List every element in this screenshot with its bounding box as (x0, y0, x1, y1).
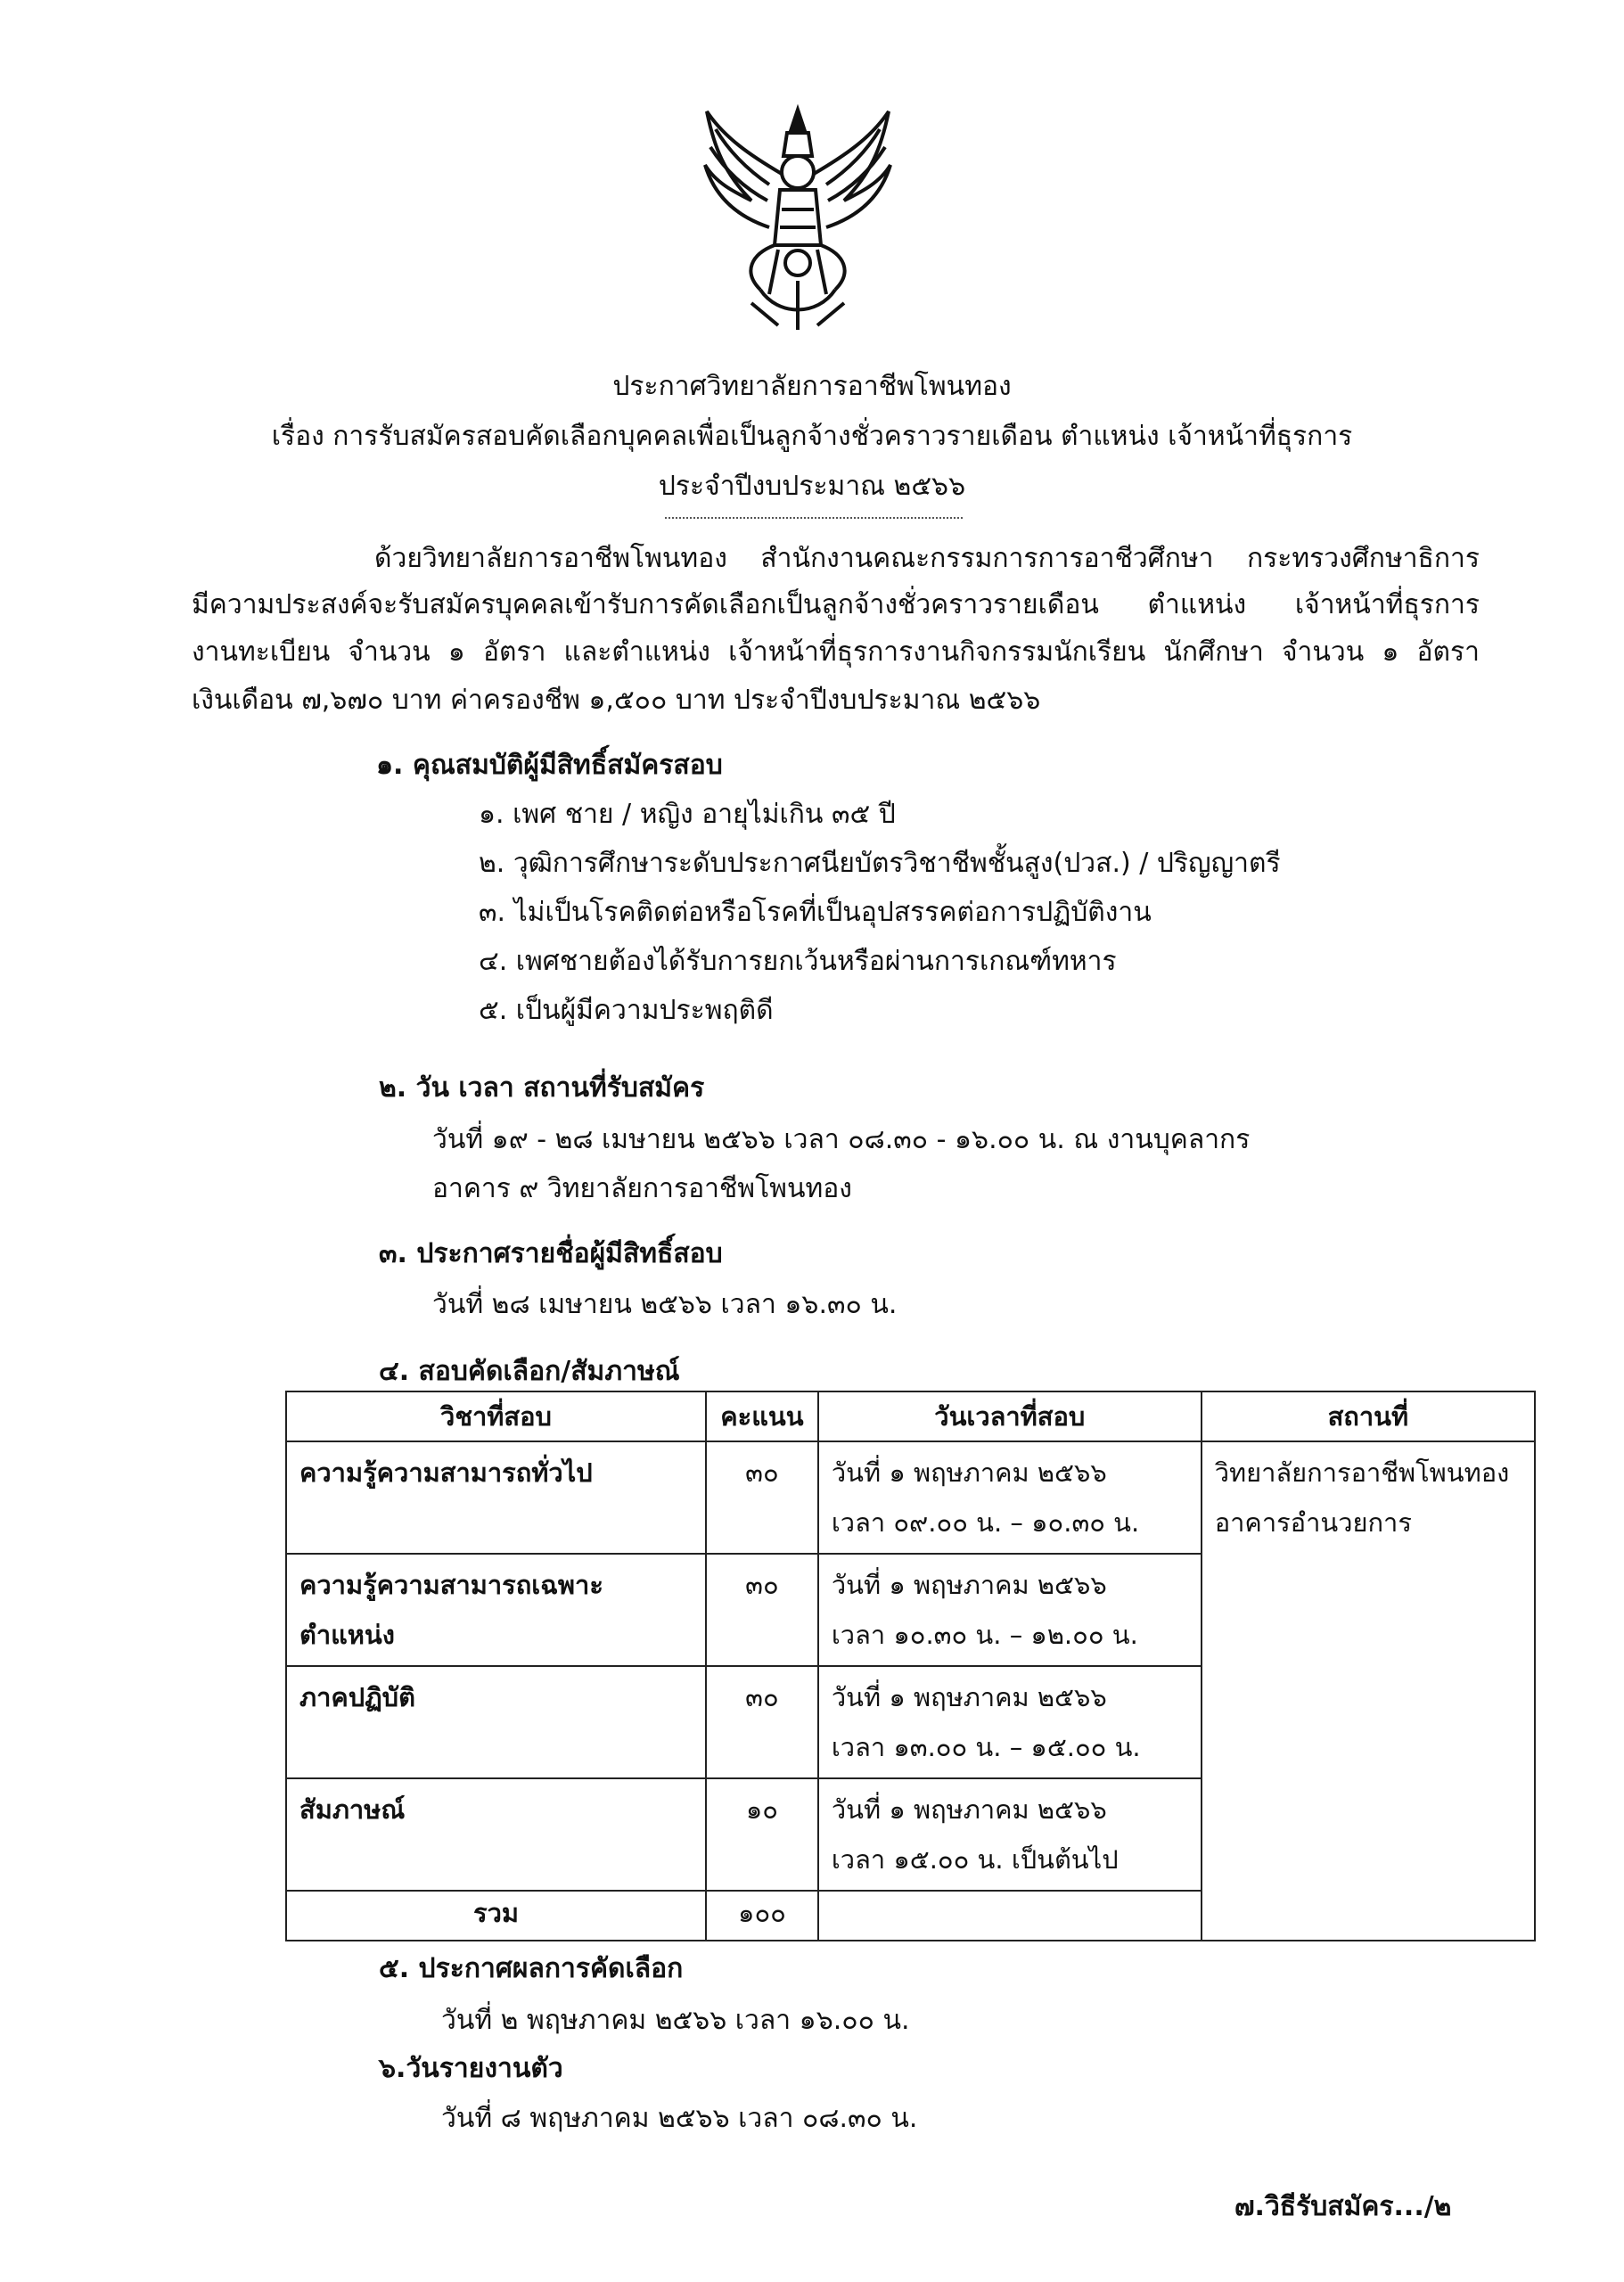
exam-subject: ความรู้ความสามารถเฉพาะตำแหน่ง (286, 1554, 706, 1666)
column-header: คะแนน (706, 1391, 818, 1441)
intro-line-1: ด้วยวิทยาลัยการอาชีพโพนทอง สำนักงานคณะกรรมการการอาชีวศึกษา กระทรวงศึกษาธิการ (374, 543, 1480, 574)
qualification-item: ๓. ไม่เป็นโรคติดต่อหรือโรคที่เป็นอุปสรรคต่อการปฏิบัติงาน (479, 897, 1152, 928)
exam-time: เวลา ๑๓.๐๐ น. – ๑๕.๐๐ น. (831, 1732, 1141, 1762)
column-header: วิชาที่สอบ (286, 1391, 706, 1441)
intro-line-3: งานทะเบียน จำนวน ๑ อัตรา และตำแหน่ง เจ้าหน้าที่ธุรการงานกิจกรรมนักเรียน นักศึกษา จำนวน ๑ อัตรา (192, 636, 1480, 668)
exam-datetime (818, 1554, 1202, 1666)
qualification-item: ๑. เพศ ชาย / หญิง อายุไม่เกิน ๓๕ ปี (479, 799, 896, 830)
exam-score: ๓๐ (706, 1441, 818, 1554)
exam-subject: สัมภาษณ์ (286, 1778, 706, 1891)
title-divider (665, 517, 963, 519)
exam-date: วันที่ ๑ พฤษภาคม ๒๕๖๖ (831, 1570, 1107, 1600)
section-1-heading: ๑. คุณสมบัติผู้มีสิทธิ์สมัครสอบ (376, 750, 723, 781)
section-4-heading: ๔. สอบคัดเลือก/สัมภาษณ์ (379, 1356, 680, 1387)
section-5-heading: ๕. ประกาศผลการคัดเลือก (379, 1953, 684, 1984)
intro-line-4: เงินเดือน ๗,๖๗๐ บาท ค่าครองชีพ ๑,๕๐๐ บาท ประจำปีงบประมาณ ๒๕๖๖ (192, 685, 1041, 716)
exam-datetime (818, 1666, 1202, 1778)
exam-score: ๓๐ (706, 1554, 818, 1666)
exam-date: วันที่ ๑ พฤษภาคม ๒๕๖๖ (831, 1457, 1107, 1488)
report-date-line: วันที่ ๘ พฤษภาคม ๒๕๖๖ เวลา ๐๘.๓๐ น. (441, 2103, 918, 2134)
section-6-heading: ๖.วันรายงานตัว (379, 2053, 563, 2084)
exam-score: ๑๐ (706, 1778, 818, 1891)
total-score: ๑๐๐ (706, 1891, 818, 1941)
application-date-line: วันที่ ๑๙ - ๒๘ เมษายน ๒๕๖๖ เวลา ๐๘.๓๐ - ๑๖.๐๐ น. ณ งานบุคลากร (432, 1124, 1251, 1155)
eligible-date-line: วันที่ ๒๘ เมษายน ๒๕๖๖ เวลา ๑๖.๓๐ น. (432, 1289, 898, 1320)
total-empty-cell (818, 1891, 1202, 1941)
table-header-row (286, 1391, 1535, 1441)
column-header: วันเวลาที่สอบ (818, 1391, 1202, 1441)
garuda-emblem-icon (698, 103, 898, 334)
qualification-item: ๔. เพศชายต้องได้รับการยกเว้นหรือผ่านการเกณฑ์ทหาร (479, 946, 1117, 977)
result-date-line: วันที่ ๒ พฤษภาคม ๒๕๖๖ เวลา ๑๖.๐๐ น. (441, 2005, 910, 2036)
exam-subject: ความรู้ความสามารถทั่วไป (286, 1441, 706, 1554)
exam-datetime (818, 1441, 1202, 1554)
announcement-subject: เรื่อง การรับสมัครสอบคัดเลือกบุคคลเพื่อเป็นลูกจ้างชั่วคราวรายเดือน ตำแหน่ง เจ้าหน้าที่ธุรการ (271, 421, 1353, 452)
exam-date: วันที่ ๑ พฤษภาคม ๒๕๖๖ (831, 1794, 1107, 1825)
section-3-heading: ๓. ประกาศรายชื่อผู้มีสิทธิ์สอบ (379, 1238, 723, 1269)
section-2-heading: ๒. วัน เวลา สถานที่รับสมัคร (379, 1072, 705, 1104)
table-row (286, 1441, 1535, 1554)
continued-next-page: ๗.วิธีรับสมัคร.../๒ (1234, 2191, 1452, 2222)
exam-time: เวลา ๑๐.๓๐ น. – ๑๒.๐๐ น. (831, 1620, 1138, 1650)
exam-schedule-table (285, 1391, 1536, 1941)
announcement-fiscal-year: ประจำปีงบประมาณ ๒๕๖๖ (658, 471, 966, 502)
qualification-item: ๒. วุฒิการศึกษาระดับประกาศนียบัตรวิชาชีพชั้นสูง(ปวส.) / ปริญญาตรี (479, 848, 1281, 879)
exam-datetime (818, 1778, 1202, 1891)
application-place-line: อาคาร ๙ วิทยาลัยการอาชีพโพนทอง (432, 1173, 852, 1204)
column-header: สถานที่ (1202, 1391, 1535, 1441)
qualification-item: ๕. เป็นผู้มีความประพฤติดี (479, 995, 774, 1026)
exam-date: วันที่ ๑ พฤษภาคม ๒๕๖๖ (831, 1682, 1107, 1712)
total-label: รวม (286, 1891, 706, 1941)
intro-line-2: มีความประสงค์จะรับสมัครบุคคลเข้ารับการคัดเลือกเป็นลูกจ้างชั่วคราวรายเดือน ตำแหน่ง เจ้าหน้าที่ธุรการ (192, 589, 1480, 620)
announcement-title: ประกาศวิทยาลัยการอาชีพโพนทอง (612, 371, 1012, 402)
exam-place: วิทยาลัยการอาชีพโพนทอง อาคารอำนวยการ (1202, 1441, 1535, 1941)
exam-subject: ภาคปฏิบัติ (286, 1666, 706, 1778)
exam-score: ๓๐ (706, 1666, 818, 1778)
exam-time: เวลา ๑๕.๐๐ น. เป็นต้นไป (831, 1844, 1119, 1875)
exam-time: เวลา ๐๙.๐๐ น. – ๑๐.๓๐ น. (831, 1507, 1140, 1538)
